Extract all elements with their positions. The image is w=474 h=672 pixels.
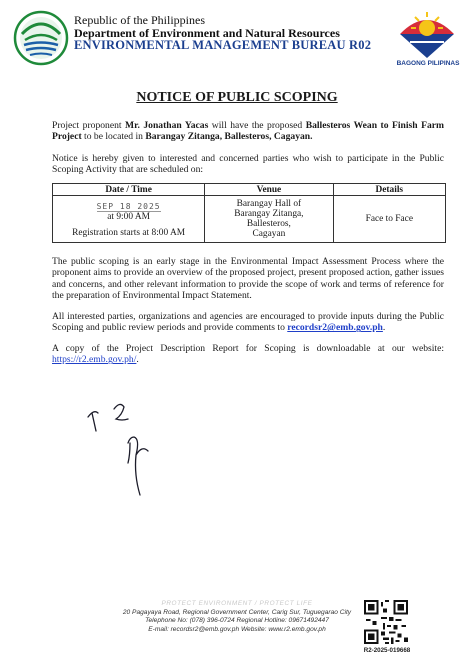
letterhead (74, 14, 404, 52)
bagong-pilipinas-logo-icon (394, 8, 460, 60)
details-cell: Face to Face (333, 196, 445, 243)
qr-code-icon (364, 600, 408, 644)
schedule-table (52, 183, 446, 243)
table-row (53, 196, 446, 243)
bureau-line: ENVIRONMENTAL MANAGEMENT BUREAU R02 (74, 38, 372, 53)
footer-phone: Telephone No: (078) 396-0724 Regional Hotline: 09671492447 (145, 617, 329, 625)
date-time-cell (53, 196, 205, 243)
intro-text: Project proponent (52, 120, 126, 131)
denr-logo-icon (12, 10, 70, 66)
comments-paragraph (52, 311, 444, 334)
email-link[interactable]: recordsr2@emb.gov.ph (287, 322, 383, 334)
column-header-date-time: Date / Time (53, 184, 205, 196)
venue-line: Barangay Hall of (236, 199, 302, 209)
proponent-name: Mr. Jonathan Yacas (125, 120, 209, 131)
notice-paragraph: Notice is hereby given to interested and concerned parties who wish to participate in the Public Scoping Activity that are scheduled on: (52, 153, 444, 176)
comments-text: All interested parties, organizations and agencies are encouraged to provide inputs during the Public Scoping and public review periods and provide comments to (52, 311, 444, 334)
column-header-details: Details (333, 184, 445, 196)
footer-email: E-mail: recordsr2@emb.gov.ph Website: www.r2.emb.gov.ph (148, 625, 326, 633)
intro-text: to be located in (81, 131, 146, 143)
bagong-pilipinas-label: BAGONG PILIPINAS (396, 60, 460, 67)
republic-line: Republic of the Philippines (74, 13, 205, 27)
signature-image (70, 385, 210, 525)
column-header-venue: Venue (205, 184, 333, 196)
reference-number: R2-2025-019668 (363, 647, 411, 654)
download-paragraph (52, 343, 444, 366)
venue-line: Cagayan (252, 229, 286, 239)
project-name: Ballesteros Wean to Finish Farm Project (52, 120, 444, 143)
website-link[interactable]: https://r2.emb.gov.ph/ (52, 354, 137, 366)
footer-address: 20 Pagayaya Road, Regional Government Center, Carig Sur, Tuguegarao City (122, 609, 352, 617)
period: . (136, 354, 139, 366)
venue-line: Ballesteros, (246, 219, 291, 229)
registration-text: Registration starts at 8:00 AM (72, 227, 186, 238)
download-text: A copy of the Project Description Report for Scoping is downloadable at our website: (52, 343, 444, 354)
venue-cell (205, 196, 333, 243)
scoping-description-paragraph: The public scoping is an early stage in the Environmental Impact Assessment Process where the proponent aims to provide an overview of the proposed project, present proposed action, gather issues and concerns, and other relevant information to provide the scope of work and terms of reference for the preparation of Environmental Impact Statement. (52, 256, 444, 302)
time-text: at 9:00 AM (107, 211, 150, 222)
footer-tagline: PROTECT ENVIRONMENT / PROTECT LIFE (161, 600, 313, 607)
period: . (382, 322, 386, 334)
venue-line: Barangay Zitanga, (234, 209, 304, 219)
notice-title: NOTICE OF PUBLIC SCOPING (136, 90, 338, 105)
project-location: Barangay Zitanga, Ballesteros, Cagayan. (145, 131, 313, 143)
intro-text: will have the proposed (208, 120, 306, 131)
date-stamp: SEP 18 2025 (96, 201, 161, 211)
intro-paragraph (52, 120, 444, 143)
department-line: Department of Environment and Natural Resources (74, 25, 340, 40)
table-header-row (53, 184, 446, 196)
